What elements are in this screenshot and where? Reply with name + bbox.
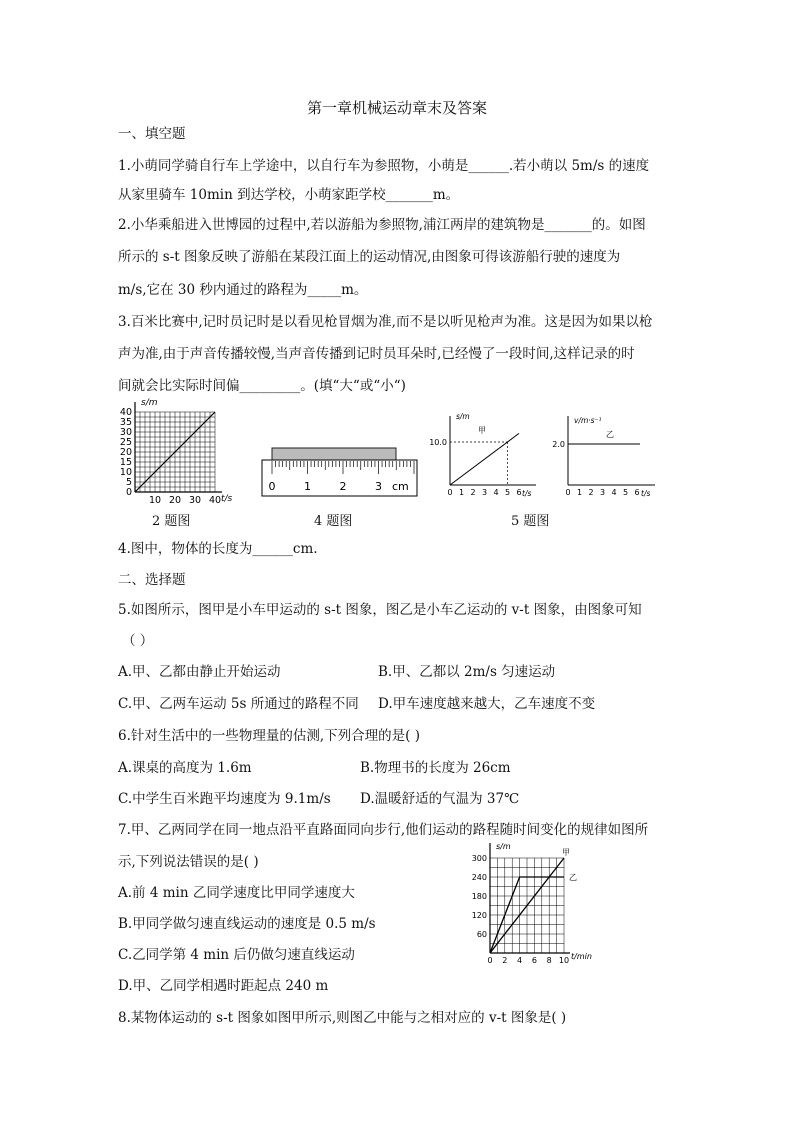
- fig5-jia-st-chart: [418, 410, 538, 500]
- fig2-x-tick-label: 30: [188, 495, 202, 506]
- q7-line2: 示,下列说法错误的是( ): [118, 854, 259, 870]
- fig5b-x-tick-label: 2: [588, 488, 594, 497]
- fig4-scale-label: 3: [375, 480, 382, 493]
- fig5-yi-vt-chart: [540, 410, 665, 500]
- q5-option-d: D.甲车速度越来越大，乙车速度不变: [378, 696, 596, 712]
- fig5a-ylabel: s/m: [456, 412, 470, 421]
- q4-text: 4.图中，物体的长度为______cm.: [118, 541, 318, 557]
- q2-line2: 所示的 s-t 图象反映了游船在某段江面上的运动情况,由图象可得该游船行驶的速度为: [118, 249, 621, 265]
- fig2-y-tick-label: 40: [119, 407, 132, 418]
- fig2-y-tick-label: 5: [125, 477, 132, 488]
- page-title: 第一章机械运动章末及答案: [306, 99, 487, 117]
- q6-option-b: B.物理书的长度为 26cm: [360, 760, 511, 776]
- q2-line3: m/s,它在 30 秒内通过的路程为_____m。: [118, 282, 368, 298]
- fig4-scale-label: 0: [268, 480, 276, 493]
- fig4-object: [272, 448, 396, 461]
- caption-fig4: 4 题图: [314, 514, 353, 529]
- fig7-series-jia-label: 甲: [562, 848, 570, 857]
- fig5b-xlabel: t/s: [641, 489, 651, 498]
- caption-fig5: 5 题图: [511, 514, 550, 529]
- q7-option-b: B.甲同学做匀速直线运动的速度是 0.5 m/s: [118, 916, 376, 932]
- q1-line1: 1.小萌同学骑自行车上学途中，以自行车为参照物，小萌是______.若小萌以 5m/s 的速度: [118, 158, 650, 174]
- q5-option-c: C.甲、乙两车运动 5s 所通过的路程不同: [118, 696, 359, 712]
- fig2-xlabel: t/s: [221, 494, 233, 504]
- fig5a-x-tick-label: 0: [447, 488, 453, 497]
- fig4-unit: cm: [392, 480, 409, 493]
- q6-option-d: D.温暖舒适的气温为 37℃: [360, 791, 520, 807]
- fig7-st-chart: [460, 838, 600, 966]
- fig5a-series-label: 甲: [478, 426, 486, 435]
- fig7-x-tick-label: 0: [487, 956, 493, 965]
- q7-option-d: D.甲、乙同学相遇时距起点 240 m: [118, 978, 329, 994]
- q5-line2: （ ）: [122, 633, 154, 649]
- fig7-series-yi-label: 乙: [569, 873, 577, 882]
- fig5a-x-tick-label: 5: [504, 488, 511, 497]
- fig7-y-tick-label: 180: [471, 892, 487, 901]
- q8-text: 8.某物体运动的 s-t 图象如图甲所示,则图乙中能与之相对应的 v-t 图象是( ): [118, 1010, 567, 1026]
- fig2-y-tick-label: 25: [119, 437, 132, 448]
- q6-text: 6.针对生活中的一些物理量的估测,下列合理的是( ): [118, 728, 420, 744]
- q5-option-b: B.甲、乙都以 2m/s 匀速运动: [378, 664, 556, 680]
- fig5b-x-tick-label: 6: [634, 488, 640, 497]
- q3-line3: 间就会比实际时间偏_________。(填“大“或“小“): [118, 378, 406, 394]
- section-heading-choice: 二、选择题: [118, 572, 186, 588]
- fig2-y-tick-label: 30: [119, 427, 132, 438]
- fig5b-x-tick-label: 3: [599, 488, 606, 497]
- fig2-x-tick-label: 40: [208, 495, 222, 506]
- fig4-scale-label: 1: [304, 480, 311, 493]
- fig2-y-tick-label: 0: [125, 487, 132, 498]
- fig5a-x-tick-label: 1: [458, 488, 465, 497]
- q5-line1: 5.如图所示，图甲是小车甲运动的 s-t 图象，图乙是小车乙运动的 v-t 图象，由图象可知: [118, 602, 642, 618]
- caption-fig2: 2 题图: [152, 514, 191, 529]
- fig2-y-tick-label: 10: [119, 467, 132, 478]
- fig5b-x-tick-label: 4: [611, 488, 617, 497]
- fig5a-y-tick-label: 10.0: [429, 438, 447, 447]
- fig2-ylabel: s/m: [141, 398, 158, 408]
- q2-line1: 2.小华乘船进入世博园的过程中,若以游船为参照物,浦江两岸的建筑物是_______的。如图: [118, 217, 646, 233]
- fig7-x-tick-label: 10: [558, 956, 570, 965]
- q3-line2: 声为准,由于声音传播较慢,当声音传播到记时员耳朵时,已经慢了一段时间,这样记录的时: [118, 346, 635, 362]
- fig7-y-tick-label: 120: [471, 911, 487, 920]
- fig5a-x-tick-label: 3: [481, 488, 488, 497]
- fig2-x-tick-label: 10: [148, 495, 162, 506]
- fig5a-x-tick-label: 4: [493, 488, 499, 497]
- fig7-y-tick-label: 60: [476, 930, 487, 939]
- fig7-y-tick-label: 240: [471, 873, 487, 882]
- fig7-x-tick-label: 4: [517, 956, 523, 965]
- fig5a-xlabel: t/s: [522, 489, 532, 498]
- q7-line1: 7.甲、乙两同学在同一地点沿平直路面同向步行,他们运动的路程随时间变化的规律如图所: [118, 822, 649, 838]
- q5-option-a: A.甲、乙都由静止开始运动: [118, 664, 281, 680]
- fig4-ruler: [258, 445, 423, 505]
- fig7-ylabel: s/m: [496, 842, 511, 851]
- fig5a-x-tick-label: 6: [516, 488, 522, 497]
- q6-option-a: A.课桌的高度为 1.6m: [118, 760, 252, 776]
- fig7-xlabel: t/min: [571, 952, 592, 961]
- q3-line1: 3.百米比赛中,记时员记时是以看见枪冒烟为准,而不是以听见枪声为准。这是因为如果以枪: [118, 314, 653, 330]
- fig5a-data-line: [450, 433, 519, 485]
- fig2-st-chart: [110, 395, 235, 507]
- fig2-y-tick-label: 35: [119, 417, 132, 428]
- fig5b-series-label: 乙: [606, 430, 614, 439]
- fig5b-ylabel: v/m·s⁻¹: [574, 416, 602, 425]
- fig5b-x-tick-label: 0: [565, 488, 571, 497]
- fig5b-x-tick-label: 1: [576, 488, 583, 497]
- fig7-y-tick-label: 300: [471, 854, 487, 863]
- fig5b-y-tick-label: 2.0: [552, 440, 565, 449]
- fig5b-x-tick-label: 5: [622, 488, 629, 497]
- fig2-y-tick-label: 20: [119, 447, 132, 458]
- fig7-x-tick-label: 6: [531, 956, 537, 965]
- fig2-x-tick-label: 20: [168, 495, 182, 506]
- fig2-y-tick-label: 15: [119, 457, 132, 468]
- fig5a-x-tick-label: 2: [470, 488, 476, 497]
- fig4-scale-label: 2: [339, 480, 347, 493]
- fig7-x-tick-label: 2: [502, 956, 508, 965]
- fig7-x-tick-label: 8: [546, 956, 552, 965]
- q7-option-c: C.乙同学第 4 min 后仍做匀速直线运动: [118, 947, 355, 963]
- section-heading-fill: 一、填空题: [118, 126, 186, 142]
- q6-option-c: C.中学生百米跑平均速度为 9.1m/s: [118, 791, 331, 807]
- q7-option-a: A.前 4 min 乙同学速度比甲同学速度大: [118, 885, 355, 901]
- q1-line2: 从家里骑车 10min 到达学校，小萌家距学校_______m。: [118, 187, 460, 203]
